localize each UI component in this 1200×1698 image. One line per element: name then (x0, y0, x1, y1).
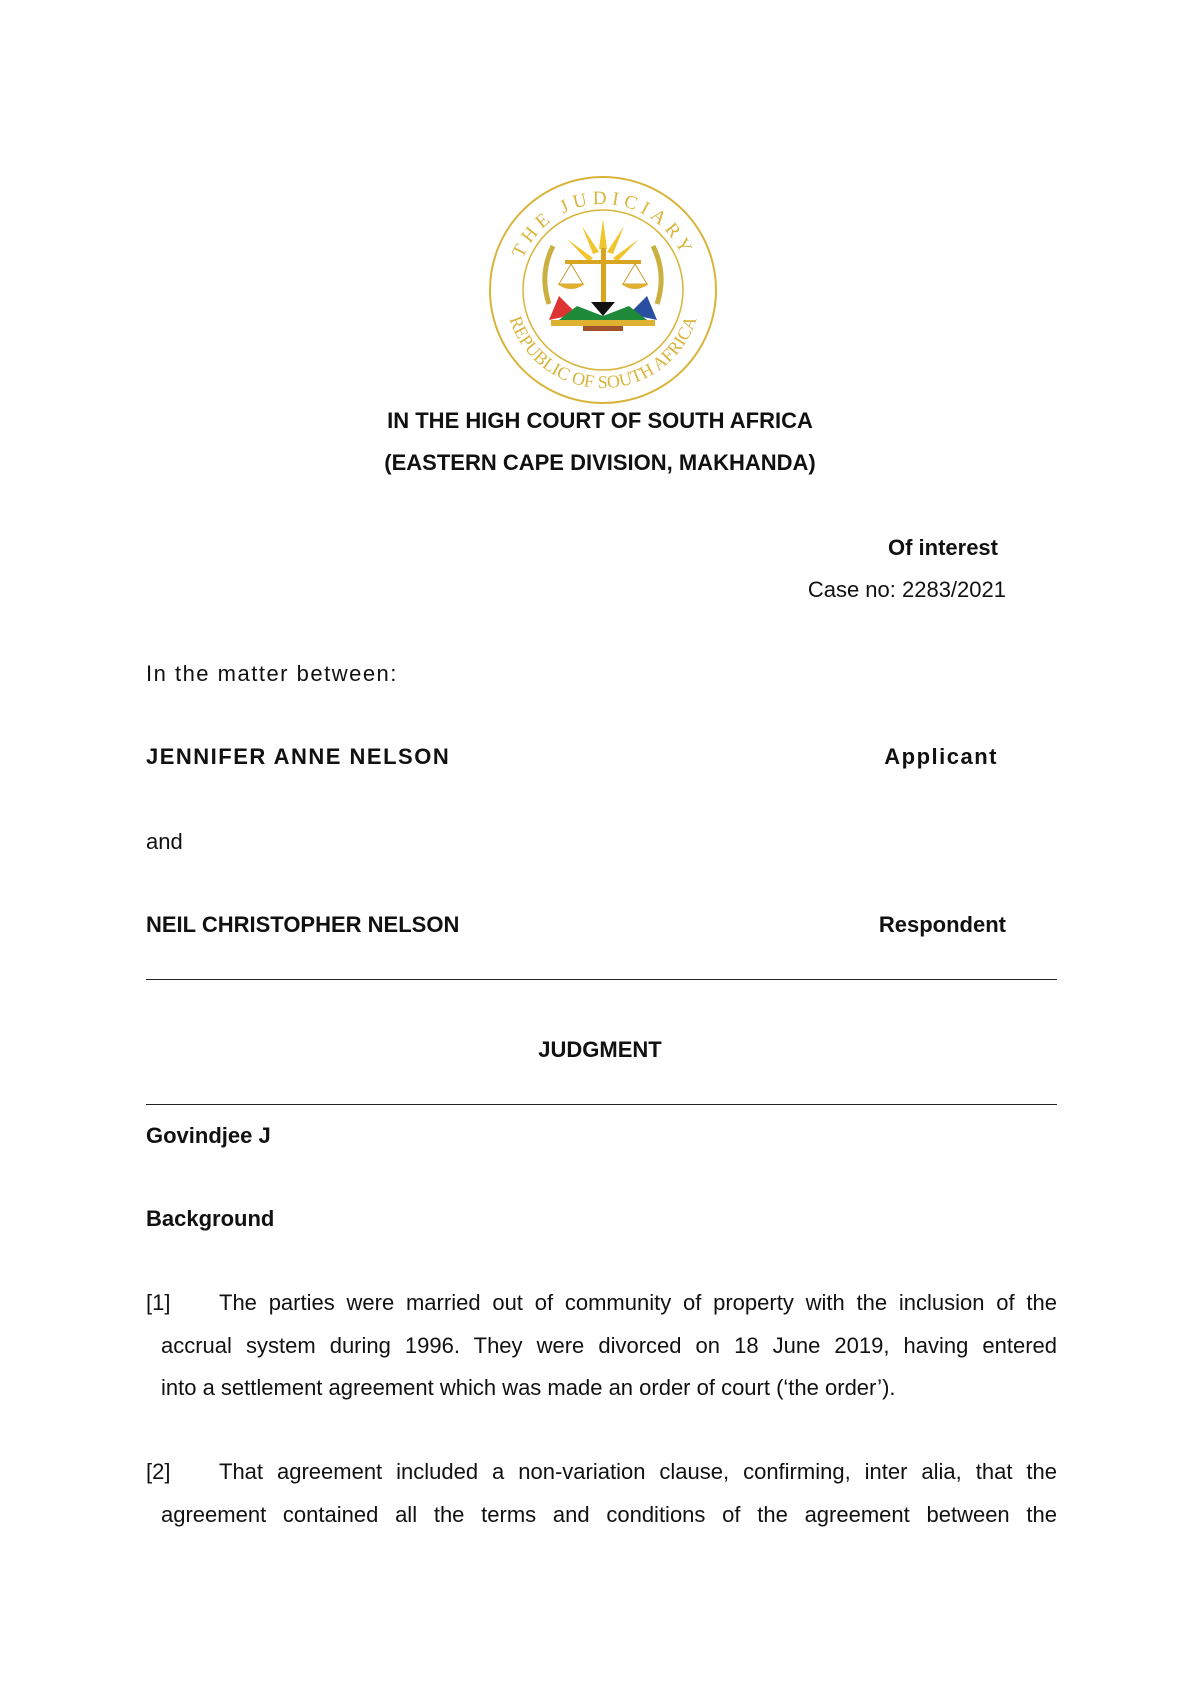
paragraph-1 (146, 1282, 1057, 1410)
respondent-role: Respondent (878, 912, 1006, 937)
paragraph-number: [2] (146, 1459, 171, 1484)
paragraph-number: [1] (146, 1290, 171, 1315)
judge-name: Govindjee J (146, 1123, 271, 1148)
paragraph-2 (146, 1451, 1057, 1536)
conjunction: and (146, 829, 183, 854)
paragraph-line: The parties were married out of community of property with the inclusion of the (219, 1290, 1057, 1315)
paragraph-line: into a settlement agreement which was made an order of court (‘the order’). (161, 1375, 896, 1400)
divider-bottom (146, 1104, 1057, 1105)
respondent-name: NEIL CHRISTOPHER NELSON (146, 912, 460, 937)
applicant-name: JENNIFER ANNE NELSON (146, 744, 451, 769)
parties-intro: In the matter between: (146, 661, 398, 686)
reportable-status: Of interest (887, 535, 998, 560)
court-division: (EASTERN CAPE DIVISION, MAKHANDA) (384, 450, 816, 475)
section-heading: Background (146, 1206, 275, 1231)
case-number: Case no: 2283/2021 (807, 577, 1006, 602)
applicant-role: Applicant (884, 744, 998, 769)
svg-text:THE JUDICIARY: THE JUDICIARY (508, 187, 698, 261)
judiciary-seal (487, 174, 719, 406)
divider-top (146, 979, 1057, 980)
court-name: IN THE HIGH COURT OF SOUTH AFRICA (387, 408, 813, 433)
paragraph-line: That agreement included a non-variation clause, confirming, inter alia, that the (219, 1459, 1057, 1484)
judgment-heading: JUDGMENT (538, 1037, 662, 1062)
paragraph-line: accrual system during 1996. They were divorced on 18 June 2019, having entered (161, 1332, 1057, 1358)
svg-text:REPUBLIC OF SOUTH AFRICA: REPUBLIC OF SOUTH AFRICA (505, 313, 701, 393)
paragraph-line: agreement contained all the terms and conditions of the agreement between the (161, 1501, 1057, 1527)
